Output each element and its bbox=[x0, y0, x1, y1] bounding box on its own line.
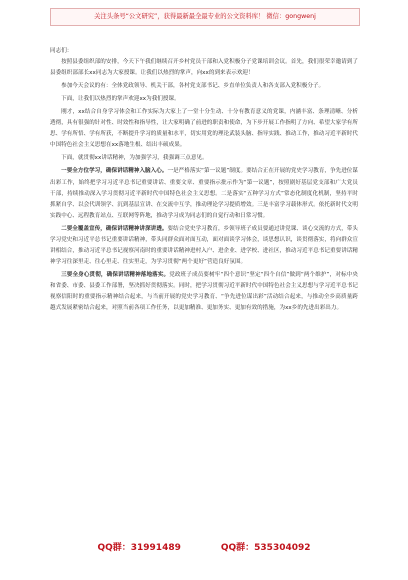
section-one: 一要全方位学习，确保讲话精神入脑入心。一是严格落实“第一议题”制度。要结合正在开展的党史学习教育，争先进位谋出彩工作，始终把学习习近平总书记重要讲话、重要文章、重要指示批示作为“第一议题”，按照剧好基层党支部和广大党员干部，持续推动深入学习贯彻习近平新时代中国特色社会主义思想。二是落实“五种学习方式”常态化制度化机制，坚持平时抓紧自学、以会代训领学、沉到基层宣讲、在交流中互学，推动理论学习提质增效。三是丰富学习载体形式。依托新时代文明实践中心、远程教育站点、互联网等阵地，推动学习成为同志们的自觉行动和日常习惯。 bbox=[50, 168, 359, 219]
section-three: 三要全身心贯彻，确保讲话精神落地落实。党政班子成员要树牢“四个意识”坚定“四个自信”做到“两个维护”，对标中央和省委、市委、县委工作部署，坚决抓好贯彻落实。同时，把学习贯彻习近平新时代中国特色社会主义思想与学习近平总书记视察信阳时的重要指示精神结合起来，与当前开展的党史学习教育、“争先进位谋出彩”活动结合起来，与推动全乡高质量跨越式发展紧密结合起来，对照当前各项工作任务，以更加精准、更加务实、更加有效的措施，为xx乡的先进出彩出力。 bbox=[50, 271, 358, 312]
footer-contacts bbox=[0, 540, 408, 553]
paragraph: 参加今天会议的有：全体党政领导、机关干部，各村党支部书记、乡直单位负责人和各支部入党积极分子。 bbox=[61, 83, 325, 90]
paragraph: 下面，让我们以热烈的掌声欢迎xx为我们授课。 bbox=[61, 96, 180, 103]
speech-document bbox=[50, 46, 358, 314]
qq-group-2: QQ群：535304092 bbox=[220, 543, 311, 553]
section-two: 二要全覆盖宣传，确保讲话精神讲深讲透。要结合党史学习教育，乡领导班子成员要通过讲党课、谈心交流的方式，带头学习党史和习近平总书记重要讲话精神，带头同群众面对面互动，面对面谈学习体会，谈思想认识，谈贯彻落实，将向群众宣讲相结合，推动习近平总书记视察河南时的重要讲话精神进村入户、进企业、进学校、进社区，推动习近平总书记重要讲话精神学习往深里走、往心里走、往实里走，为学习贯彻“两个更好”营造良好氛围。 bbox=[50, 225, 358, 265]
paragraph: 下面，就贯彻xx讲话精神，为加强学习，我强调三点意见。 bbox=[61, 155, 208, 162]
paragraph: 按照县委组织部的安排，今天下午我们继续召开乡村党员干部和入党积极分子党课培训会议。首先，我们很荣幸邀请到了县委组织部部长xx同志为大家授课。让我们以热烈的掌声，向xx的到来表示欢迎！ bbox=[50, 59, 358, 77]
section-heading: 一要全方位学习，确保讲话精神入脑入心。 bbox=[61, 168, 168, 175]
qq-group-1: QQ群：31991489 bbox=[97, 543, 181, 553]
section-heading: 三要全身心贯彻，确保讲话精神落地落实。 bbox=[61, 271, 170, 278]
paragraph: 刚才，xx结合自身学习体会和工作实际为大家上了一堂十分生动、十分有教育意义的党课，内涵丰富、条理清晰、分析透彻，具有很强的针对性、时效性和指导性，让大家明确了前进的职责和使命，为下步开展工作指明了方向、希望大家学有所思、学有所悟、学有所获，不断提升学习的质量和水平，切实用党的理论武装头脑、指导实践、推动工作，推动习近平新时代中国特色社会主义思想在xx落地生根、结出丰硕成果。 bbox=[50, 109, 358, 149]
section-heading: 二要全覆盖宣传，确保讲话精神讲深讲透。 bbox=[61, 225, 168, 232]
promo-banner: 关注头条号“公文研究”，获得最新最全最专业的公文资料库！ 微信：gongwenj bbox=[50, 8, 360, 26]
greeting: 同志们： bbox=[50, 48, 73, 54]
